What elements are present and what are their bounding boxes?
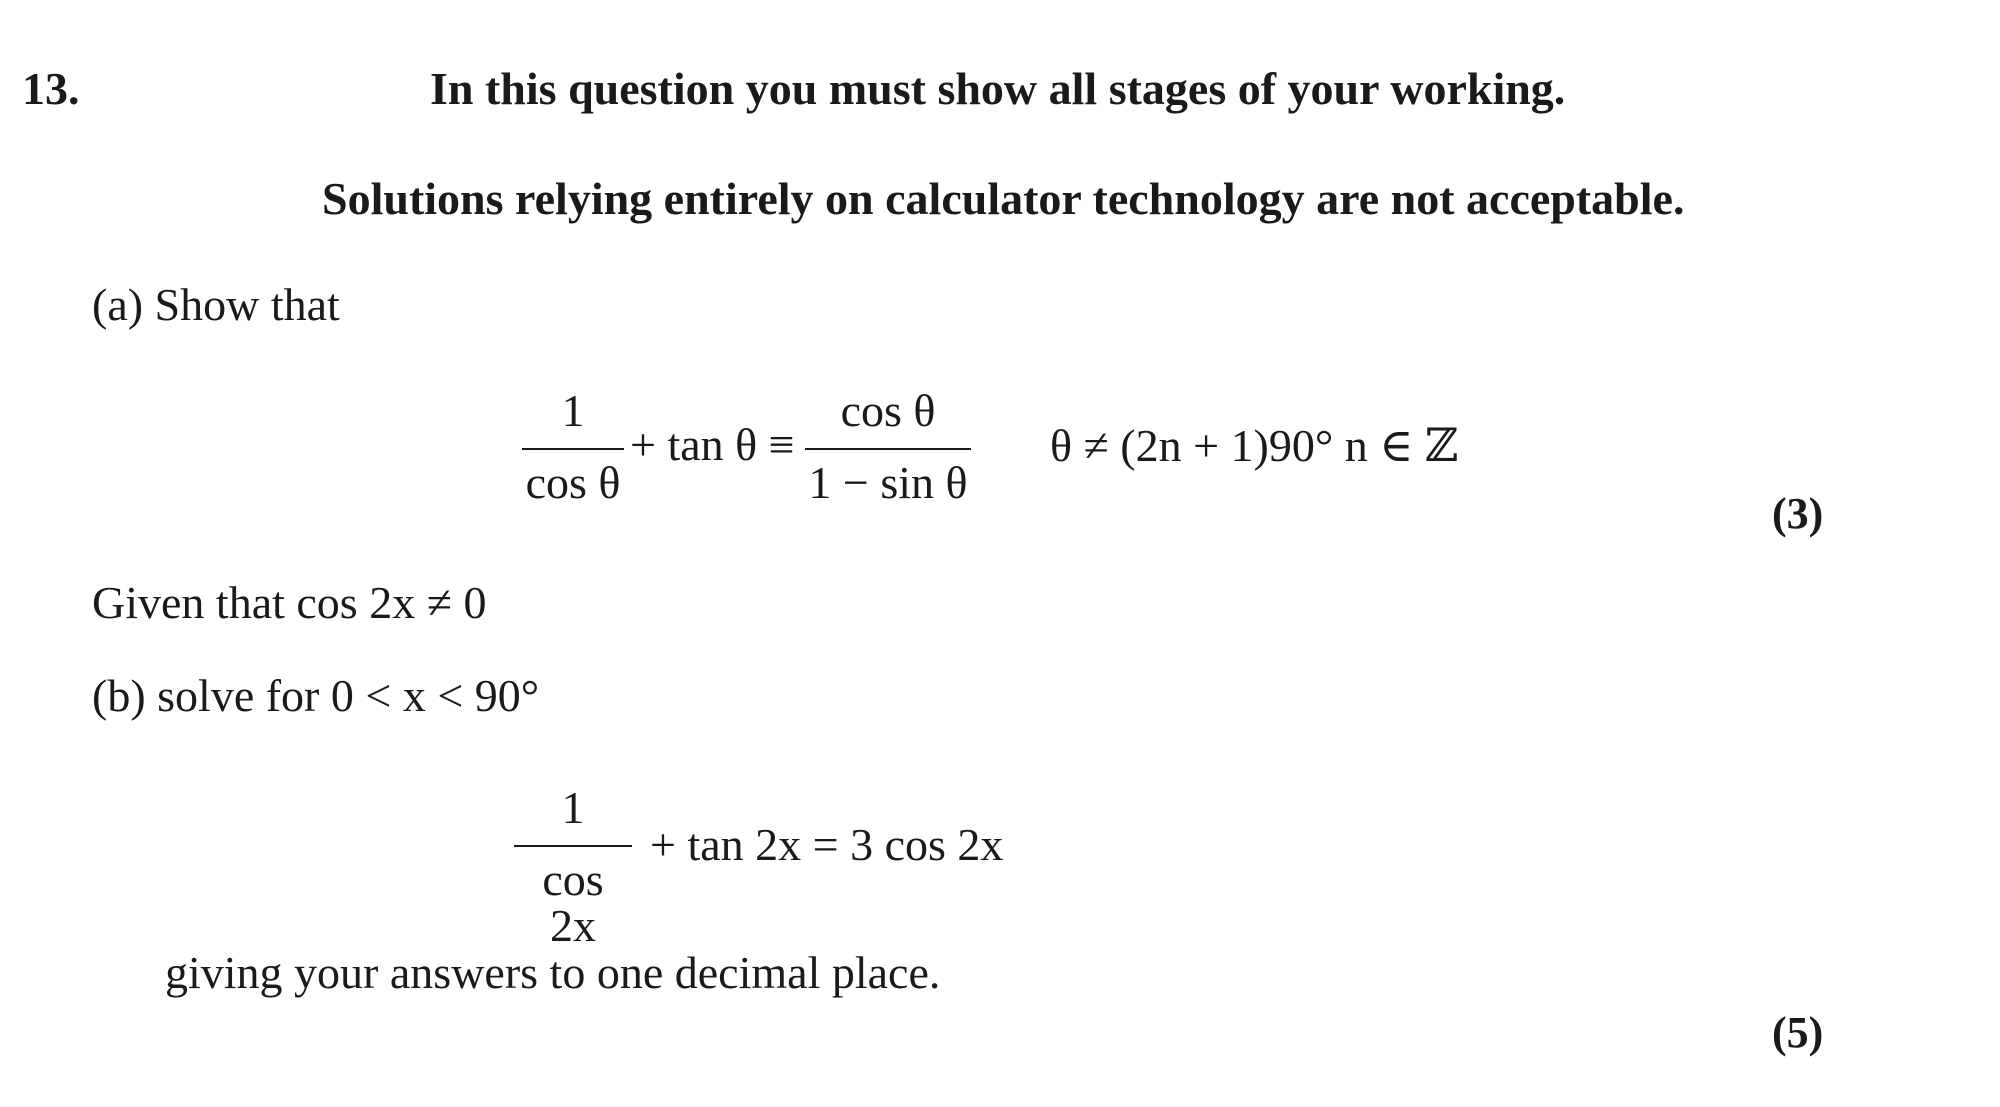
answer-precision-note: giving your answers to one decimal place. (165, 947, 941, 998)
part-b-marks: (5) (1772, 1008, 1824, 1057)
part-a-label: (a) Show that (92, 279, 340, 330)
part-b-label: (b) solve for 0 < x < 90° (92, 670, 540, 721)
instruction-calculator: Solutions relying entirely on calculator technology are not acceptable. (322, 173, 1685, 224)
fraction-denominator: 1 − sin θ (808, 457, 968, 508)
instruction-show-working: In this question you must show all stages of your working. (430, 63, 1566, 114)
identity-middle: + tan θ ≡ (630, 419, 795, 470)
fraction-numerator: 1 (561, 385, 585, 436)
fraction-denominator: cos θ (525, 457, 621, 508)
fraction-numerator: cos θ (840, 385, 936, 436)
part-a-marks: (3) (1772, 489, 1824, 538)
identity-right-fraction (805, 385, 971, 508)
fraction-denominator: cos 2x (542, 854, 604, 951)
given-condition: Given that cos 2x ≠ 0 (92, 577, 487, 628)
identity-left-fraction (522, 385, 624, 508)
fraction-numerator: 1 (561, 782, 585, 833)
equation-rhs: + tan 2x = 3 cos 2x (650, 819, 1004, 870)
equation-fraction (514, 782, 632, 951)
question-number: 13. (22, 63, 80, 114)
identity-condition: θ ≠ (2n + 1)90° n ∈ ℤ (1050, 420, 1459, 471)
